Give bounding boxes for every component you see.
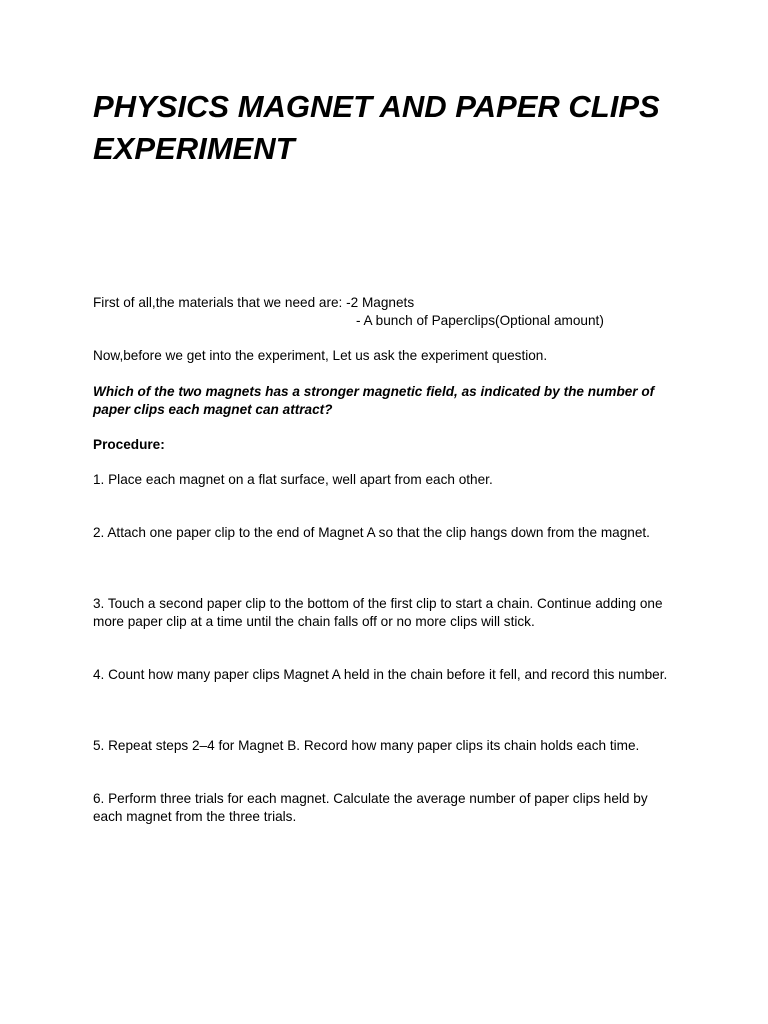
procedure-heading: Procedure: — [93, 437, 165, 452]
materials-intro: First of all,the materials that we need are: -2 Magnets — [93, 295, 415, 310]
materials-second-item: - A bunch of Paperclips(Optional amount) — [356, 313, 604, 328]
procedure-step: 2. Attach one paper clip to the end of Magnet A so that the clip hangs down from the magnet. — [93, 525, 650, 540]
procedure-step: 1. Place each magnet on a flat surface, well apart from each other. — [93, 472, 493, 487]
procedure-step: 6. Perform three trials for each magnet. Calculate the average number of paper clips held by each magnet from the three trials. — [93, 791, 648, 824]
procedure-step: 4. Count how many paper clips Magnet A held in the chain before it fell, and record this number. — [93, 667, 668, 682]
procedure-step: 3. Touch a second paper clip to the bottom of the first clip to start a chain. Continue adding one more paper clip at a time until the chain falls off or no more clips will stick. — [93, 596, 663, 629]
lead-in-text: Now,before we get into the experiment, Let us ask the experiment question. — [93, 348, 548, 363]
document-title: PHYSICS MAGNET AND PAPER CLIPS EXPERIMENT — [93, 89, 660, 166]
procedure-step: 5. Repeat steps 2–4 for Magnet B. Record how many paper clips its chain holds each time. — [93, 738, 640, 753]
experiment-question: Which of the two magnets has a stronger magnetic field, as indicated by the number of paper clips each magnet can attract? — [93, 384, 655, 417]
